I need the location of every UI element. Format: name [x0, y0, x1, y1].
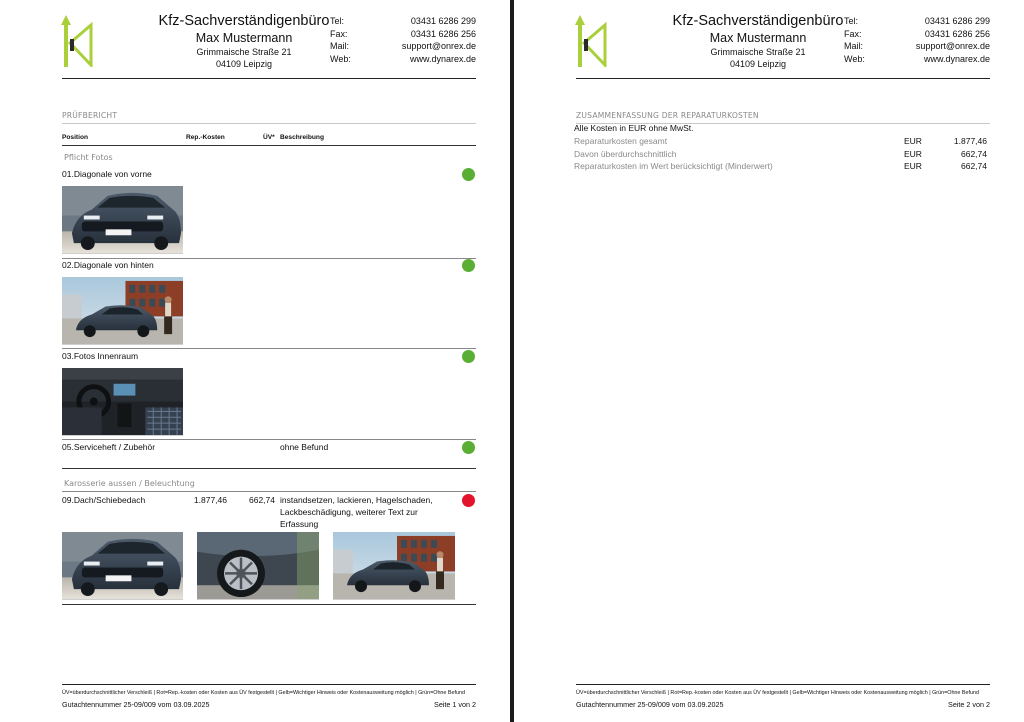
- contact-label: Mail:: [330, 41, 350, 51]
- contact-value: 03431 6286 299: [410, 16, 476, 26]
- contact-label: Fax:: [844, 28, 862, 39]
- item-label: 01.Diagonale von vorne: [62, 169, 152, 179]
- report-number: Gutachtennummer 25-09/009 vom 03.09.2025: [62, 700, 210, 709]
- contact-row-mail: [330, 40, 476, 53]
- item-description: [280, 494, 460, 530]
- header-divider: [62, 78, 476, 79]
- car-front-photo[interactable]: [62, 186, 183, 254]
- footer-legend: ÜV=überdurchschnittlicher Verschleiß | Rot=Rep.-kosten oder Kosten aus ÜV festgestellt | Gelb=Wichtiger Hinweis oder Kostenausweitung möglich | Grün=Ohne Befund: [62, 690, 466, 696]
- contact-label: Tel:: [844, 16, 859, 26]
- page-number: Seite 2 von 2: [948, 700, 990, 709]
- contact-value: 03431 6286 299: [924, 16, 990, 26]
- contact-value: 03431 6286 256: [924, 28, 990, 39]
- summary-label: Davon überdurchschnittlich: [574, 148, 677, 159]
- uev-cost: 662,74: [249, 495, 275, 505]
- car-interior-photo[interactable]: [62, 368, 183, 436]
- column-header-divider: [62, 145, 476, 146]
- description-line: Erfassung: [280, 519, 319, 529]
- status-dot-green: [462, 168, 475, 181]
- contact-row-tel: [844, 15, 990, 28]
- summary-amount: 662,74: [961, 161, 987, 171]
- status-dot-green: [462, 350, 475, 363]
- k-arrow-logo-icon: [575, 15, 607, 67]
- contact-row-web: [844, 53, 990, 66]
- city: 04109 Leipzig: [215, 59, 273, 69]
- summary-label: Reparaturkosten gesamt: [574, 136, 668, 146]
- contact-value[interactable]: support@onrex.de: [915, 41, 990, 51]
- header-divider: [576, 78, 990, 79]
- status-dot-red: [462, 494, 475, 507]
- car-front-photo[interactable]: [62, 532, 183, 600]
- contact-value: 03431 6286 256: [410, 28, 476, 39]
- contact-label: Fax:: [330, 28, 348, 39]
- item-divider: [62, 348, 476, 349]
- repair-cost: 1.877,46: [193, 495, 227, 505]
- company-block: [158, 13, 330, 70]
- car-wheel-photo[interactable]: [197, 532, 319, 600]
- item-label: 02.Diagonale von hinten: [62, 260, 154, 270]
- summary-amount: 662,74: [961, 148, 987, 159]
- status-dot-green: [462, 259, 475, 272]
- footer: [62, 700, 476, 709]
- person-name: Max Mustermann: [709, 31, 807, 45]
- contact-row-fax: [330, 28, 476, 41]
- contact-label: Web:: [330, 53, 351, 64]
- group-divider: [62, 604, 476, 605]
- street: Grimmaische Straße 21: [196, 47, 292, 57]
- contact-row-fax: [844, 28, 990, 41]
- column-header-position: Position: [62, 134, 89, 141]
- company-name: Kfz-Sachverständigenbüro: [158, 13, 330, 29]
- company-block: [672, 13, 844, 70]
- contact-row-web: [330, 53, 476, 66]
- contact-value[interactable]: www.dynarex.de: [409, 53, 476, 64]
- contact-block: [844, 15, 990, 65]
- page-number: Seite 1 von 2: [434, 700, 476, 709]
- contact-block: [330, 15, 476, 65]
- street: Grimmaische Straße 21: [710, 47, 806, 57]
- footer-divider: [62, 684, 476, 685]
- car-rear-photo[interactable]: [62, 277, 183, 345]
- summary-currency: EUR: [904, 148, 922, 159]
- contact-value[interactable]: support@onrex.de: [401, 41, 476, 51]
- report-number: Gutachtennummer 25-09/009 vom 03.09.2025: [576, 700, 724, 709]
- item-divider: [62, 258, 476, 259]
- item-label: 09.Dach/Schiebedach: [62, 495, 146, 505]
- column-header-cost: Rep.-Kosten: [186, 134, 225, 141]
- group-title-divider: [62, 491, 476, 492]
- person-name: Max Mustermann: [195, 31, 293, 45]
- summary-label: Reparaturkosten im Wert berücksichtigt (Minderwert): [574, 161, 773, 171]
- section-title: ZUSAMMENFASSUNG DER REPARATURKOSTEN: [576, 111, 990, 124]
- summary-intro: Alle Kosten in EUR ohne MwSt.: [574, 123, 694, 133]
- group-title: Pflicht Fotos: [64, 153, 113, 162]
- summary-row: [574, 149, 987, 162]
- report-page-2: [514, 0, 1024, 722]
- k-arrow-logo-icon: [61, 15, 93, 67]
- contact-value[interactable]: www.dynarex.de: [923, 53, 990, 64]
- contact-row-tel: [330, 15, 476, 28]
- status-dot-green: [462, 441, 475, 454]
- description-line: Lackbeschädigung, weiterer Text zur: [280, 507, 418, 517]
- footer-divider: [576, 684, 990, 685]
- summary-currency: EUR: [904, 161, 922, 171]
- summary-currency: EUR: [904, 136, 922, 146]
- group-title: Karosserie aussen / Beleuchtung: [64, 479, 195, 488]
- summary-amount: 1.877,46: [953, 136, 987, 146]
- contact-row-mail: [844, 40, 990, 53]
- summary-row: [574, 136, 987, 149]
- item-description: ohne Befund: [280, 442, 329, 452]
- footer: [576, 700, 990, 709]
- city: 04109 Leipzig: [729, 59, 787, 69]
- item-label: 03.Fotos Innenraum: [62, 351, 139, 361]
- item-divider: [62, 439, 476, 440]
- item-label: 05.Serviceheft / Zubehör: [62, 442, 156, 452]
- section-title: PRÜFBERICHT: [62, 111, 476, 124]
- contact-label: Web:: [844, 53, 865, 64]
- contact-label: Tel:: [330, 16, 345, 26]
- car-rear-photo[interactable]: [333, 532, 455, 600]
- summary-row: [574, 161, 987, 174]
- description-line: instandsetzen, lackieren, Hagelschaden,: [280, 495, 433, 505]
- column-header-description: Beschreibung: [280, 134, 324, 141]
- group-divider: [62, 468, 476, 469]
- report-page-1: [0, 0, 510, 722]
- column-header-uev: ÜV*: [263, 134, 275, 141]
- company-name: Kfz-Sachverständigenbüro: [672, 13, 844, 29]
- footer-legend: ÜV=überdurchschnittlicher Verschleiß | Rot=Rep.-kosten oder Kosten aus ÜV festgestellt | Gelb=Wichtiger Hinweis oder Kostenausweitung möglich | Grün=Ohne Befund: [576, 690, 980, 696]
- contact-label: Mail:: [844, 41, 864, 51]
